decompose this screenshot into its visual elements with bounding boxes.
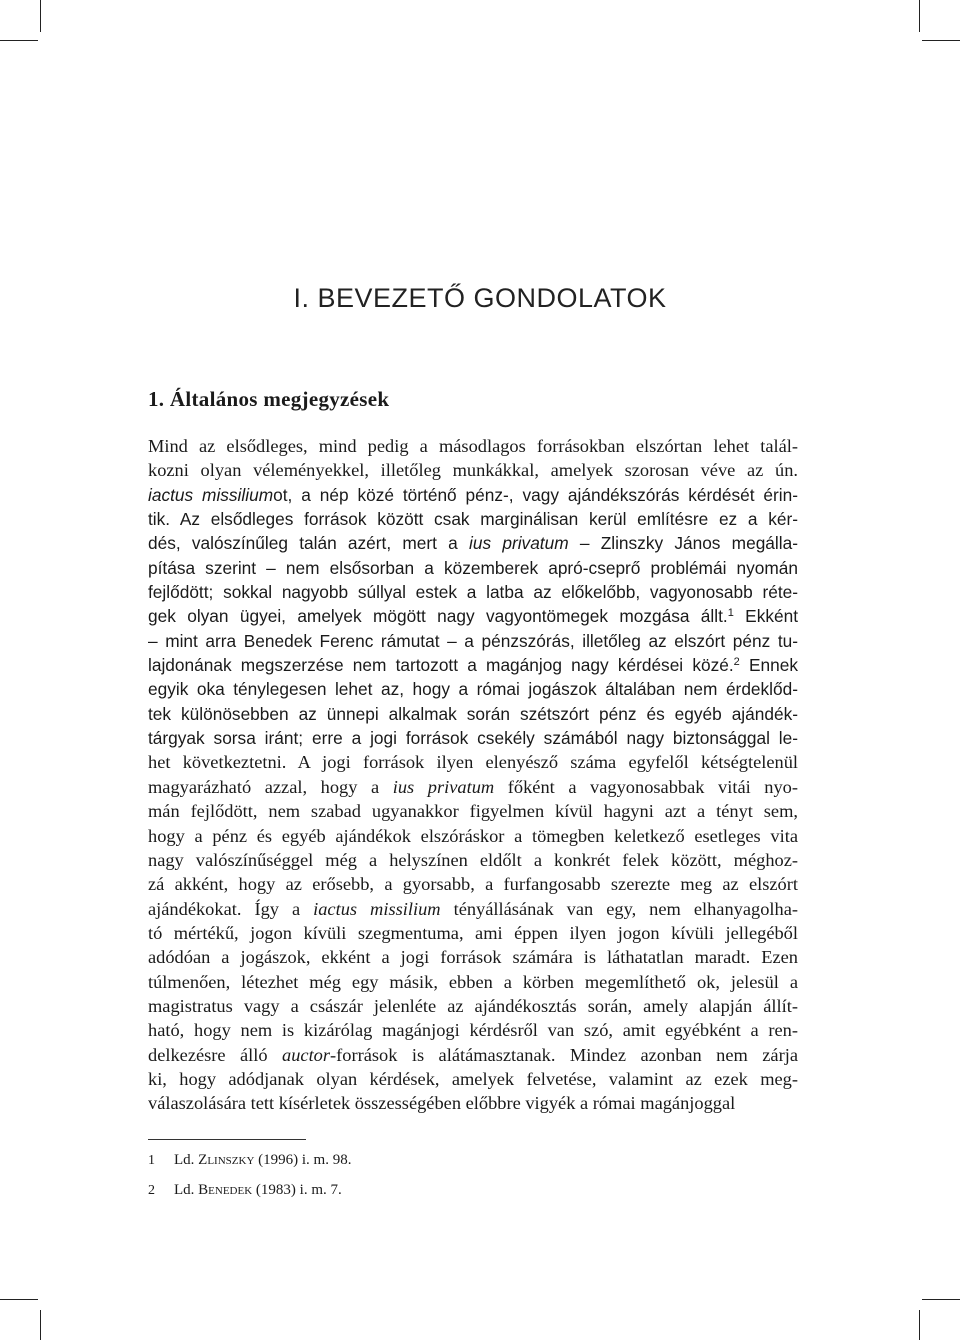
section-heading: 1. Általános megjegyzések (148, 387, 390, 411)
footnote-number: 1 (148, 1153, 155, 1168)
body-text (148, 434, 798, 1116)
text-run: ható, hogy nem is kizárólag magánjogi kérdésről van szó, amit egyébként a ren- (148, 1020, 798, 1041)
footnote-citation: (1996) i. m. 98. (254, 1152, 352, 1168)
part-title: I. BEVEZETŐ GONDOLATOK (293, 283, 667, 313)
body-line (148, 458, 798, 482)
text-run: – Zlinszky János megálla- (568, 533, 798, 554)
footnote-author: Zlinszky (198, 1152, 255, 1168)
text-run: magistratus vagy a császár jelenléte az ajándékosztás során, amely alapján állít- (148, 995, 798, 1016)
body-line (148, 629, 798, 653)
footnote-rule (148, 1139, 306, 1140)
footnote-ref: 1 (727, 607, 734, 620)
text-run: adódóan a jogászok, ekként a jogi források számára is láthatatlan maradt. Ezen (148, 947, 798, 968)
footnote-prefix: Ld. (174, 1182, 199, 1198)
crop-mark-top-left-h (0, 40, 38, 41)
body-line (148, 604, 798, 628)
text-run: gek olyan ügyei, amelyek mögött nagy vagyontömegek mozgása állt. (148, 606, 728, 627)
text-run: nagy valószínűséggel még a helyszínen eldőlt a konkrét felek között, méghoz- (148, 849, 798, 870)
body-line (148, 799, 798, 823)
crop-mark-bottom-left-h (0, 1299, 38, 1300)
body-line (148, 483, 798, 507)
body-line (148, 726, 798, 750)
body-line (148, 921, 798, 945)
body-line (148, 775, 798, 799)
body-line (148, 580, 798, 604)
body-line (148, 994, 798, 1018)
body-line (148, 531, 798, 555)
body-line (148, 750, 798, 774)
text-run: tek különösebben az ünnepi alkalmak során szétszórt pénz és egyéb ajándék- (148, 703, 798, 724)
italic-term: iactus missilium (313, 898, 441, 919)
footnote-prefix: Ld. (174, 1152, 199, 1168)
body-line (148, 897, 798, 921)
text-run: kozni olyan véleményekkel, illetőleg munkákkal, amelyek szorosan véve az ún. (148, 460, 798, 481)
body-line (148, 702, 798, 726)
text-run: het következtetni. A jogi források ilyen elenyésző száma egyfelől kétségtelenül (148, 752, 798, 773)
text-run: ot, a nép közé történő pénz-, vagy ajándékszórás kérdését érin- (273, 484, 798, 505)
crop-mark-bottom-right-h (922, 1299, 960, 1300)
text-run: zá akként, hogy az erősebb, a gyorsabb, a furfangosabb szerezte meg az elszórt (148, 874, 798, 895)
text-run: tényállásának van egy, nem elhanyagolha- (440, 898, 798, 919)
body-line (148, 653, 798, 677)
italic-term: auctor (282, 1044, 331, 1065)
body-line (148, 677, 798, 701)
crop-mark-bottom-left-v (40, 1310, 41, 1340)
body-line (148, 848, 798, 872)
footnote-citation: (1983) i. m. 7. (252, 1182, 342, 1198)
crop-mark-top-left-v (40, 0, 41, 32)
footnote-author: Benedek (198, 1182, 253, 1198)
text-run: egyik oka ténylegesen lehet az, hogy a római jogászok általában nem érdeklőd- (148, 679, 798, 700)
body-line (148, 1043, 798, 1067)
body-line (148, 872, 798, 896)
text-run: lajdonának megszerzése nem tartozott a magánjog nagy kérdései közé. (148, 655, 734, 676)
text-run: fejlődött; sokkal nagyobb súllyal estek a latba az előkelőbb, vagyonosabb réte- (148, 582, 798, 603)
body-line (148, 556, 798, 580)
body-line (148, 1018, 798, 1042)
crop-mark-top-right-v (919, 0, 920, 32)
footnote-1 (148, 1152, 351, 1169)
crop-mark-bottom-right-v (919, 1310, 920, 1340)
text-run: mán fejlődött, nem szabad ugyanakkor figyelmen kívül hagyni azt a tényt sem, (148, 801, 798, 822)
crop-mark-top-right-h (922, 40, 960, 41)
text-run: delkezésre álló (148, 1044, 283, 1065)
text-run: -források is alátámasztanak. Mindez azonban nem zárja (330, 1044, 798, 1065)
text-run: pítása szerint – nem elsősorban a közemberek apró-cseprő problémái nyomán (148, 557, 798, 578)
italic-term: iactus missilium (148, 484, 274, 505)
text-run: ki, hogy adódjanak olyan kérdések, amelyek felvetése, valamint az ezek meg- (148, 1068, 798, 1089)
footnote-number: 2 (148, 1183, 155, 1198)
text-run: válaszolására tett kísérletek összességében előbbre vigyék a római magánjoggal (148, 1093, 736, 1114)
text-run: tárgyak sorsa iránt; erre a jogi források csekély számából nagy biztonsággal le- (148, 728, 798, 749)
text-run: hogy a pénz és egyéb ajándékok elszóráskor a tömegben keletkező esetleges vita (148, 825, 798, 846)
text-run: Ennek (739, 655, 799, 676)
text-run: ajándékokat. Így a (148, 898, 314, 919)
body-line (148, 507, 798, 531)
body-line (148, 945, 798, 969)
text-run: tik. Az elsődleges források között csak marginálisan kerül említésre ez a kér- (148, 509, 798, 530)
text-run: túlmenően, létezhet még egy másik, ebben a körben megemlíthető ok, jelesül a (148, 971, 798, 992)
text-run: dés, valószínűleg talán azért, mert a (148, 533, 470, 554)
footnote-2 (148, 1182, 342, 1199)
footnote-ref: 2 (733, 656, 740, 669)
body-line (148, 1067, 798, 1091)
text-run: magyarázható azzal, hogy a (148, 776, 393, 797)
body-line (148, 970, 798, 994)
body-line (148, 824, 798, 848)
text-run: – mint arra Benedek Ferenc rámutat – a pénzszórás, illetőleg az elszórt pénz tu- (148, 630, 798, 651)
italic-term: ius privatum (392, 776, 495, 797)
body-line (148, 434, 798, 458)
body-line (148, 1091, 798, 1115)
italic-term: ius privatum (469, 533, 569, 554)
text-run: Mind az elsődleges, mind pedig a másodlagos forrásokban elszórtan lehet talál- (148, 436, 798, 456)
text-run: tó mértékű, jogon kívüli szegmentuma, ami éppen ilyen jogon kívüli jellegéből (148, 922, 798, 943)
text-run: főként a vagyonosabbak vitái nyo- (494, 776, 799, 797)
text-run: Ekként (733, 606, 799, 627)
